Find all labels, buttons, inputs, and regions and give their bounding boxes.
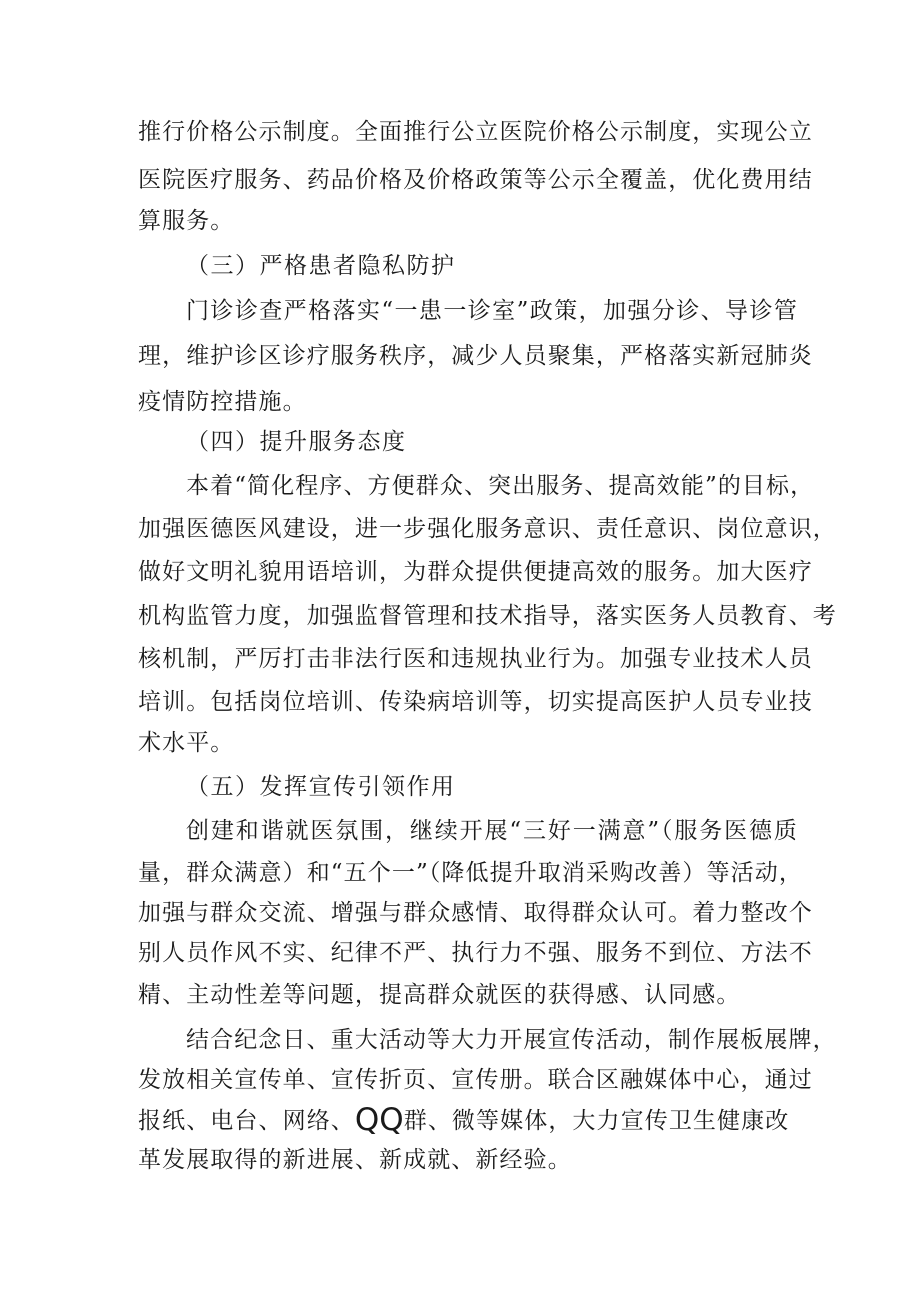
paragraph-line: 核机制，严厉打击非法行医和违规执业行为。加强专业技术人员	[138, 646, 813, 672]
paragraph-line: 医院医疗服务、药品价格及价格政策等公示全覆盖，优化费用结	[138, 167, 813, 193]
paragraph-line: 算服务。	[138, 208, 235, 234]
paragraph-line: 本着“简化程序、方便群众、突出服务、提高效能”的目标，	[186, 473, 815, 499]
paragraph-line: 推行价格公示制度。全面推行公立医院价格公示制度，实现公立	[138, 119, 813, 145]
paragraph-line: 机构监管力度，加强监督管理和技术指导，落实医务人员教育、考	[138, 603, 837, 629]
paragraph-line: 革发展取得的新进展、新成就、新经验。	[138, 1147, 572, 1173]
paragraph-text: 报纸、电台、网络、	[138, 1108, 355, 1134]
paragraph-line: 量，群众满意）和“五个一”（降低提升取消采购改善）等活动，	[138, 860, 803, 886]
section-heading-4: （四）提升服务态度	[186, 429, 407, 455]
paragraph-line: 疫情防控措施。	[138, 389, 307, 415]
paragraph-line: 别人员作风不实、纪律不严、执行力不强、服务不到位、方法不	[138, 940, 813, 966]
paragraph-text: 群、微等媒体，大力宣传卫生健康改	[403, 1108, 790, 1134]
section-heading-3: （三）严格患者隐私防护	[186, 253, 456, 279]
paragraph-line: 结合纪念日、重大活动等大力开展宣传活动，制作展板展牌，	[186, 1027, 837, 1053]
paragraph-line: 门诊诊查严格落实“一患一诊室”政策，加强分诊、导诊管	[186, 298, 798, 324]
paragraph-line: 术水平。	[138, 730, 235, 756]
paragraph-line: 精、主动性差等问题，提高群众就医的获得感、认同感。	[138, 982, 741, 1008]
paragraph-line: 加强与群众交流、增强与群众感情、取得群众认可。着力整改个	[138, 900, 813, 926]
paragraph-line: 发放相关宣传单、宣传折页、宣传册。联合区融媒体中心，通过	[138, 1067, 813, 1093]
paragraph-line: 创建和谐就医氛围，继续开展“三好一满意”（服务医德质	[186, 818, 798, 844]
paragraph-line: 加强医德医风建设，进一步强化服务意识、责任意识、岗位意识，	[138, 516, 837, 542]
paragraph-line: 理，维护诊区诊疗服务秩序，减少人员聚集，严格落实新冠肺炎	[138, 343, 813, 369]
qq-text: QQ	[354, 1102, 404, 1138]
paragraph-line-with-qq	[138, 1104, 798, 1136]
section-heading-5: （五）发挥宣传引领作用	[186, 774, 456, 800]
paragraph-line: 做好文明礼貌用语培训，为群众提供便捷高效的服务。加大医疗	[138, 559, 813, 585]
paragraph-line: 培训。包括岗位培训、传染病培训等，切实提高医护人员专业技	[138, 689, 813, 715]
